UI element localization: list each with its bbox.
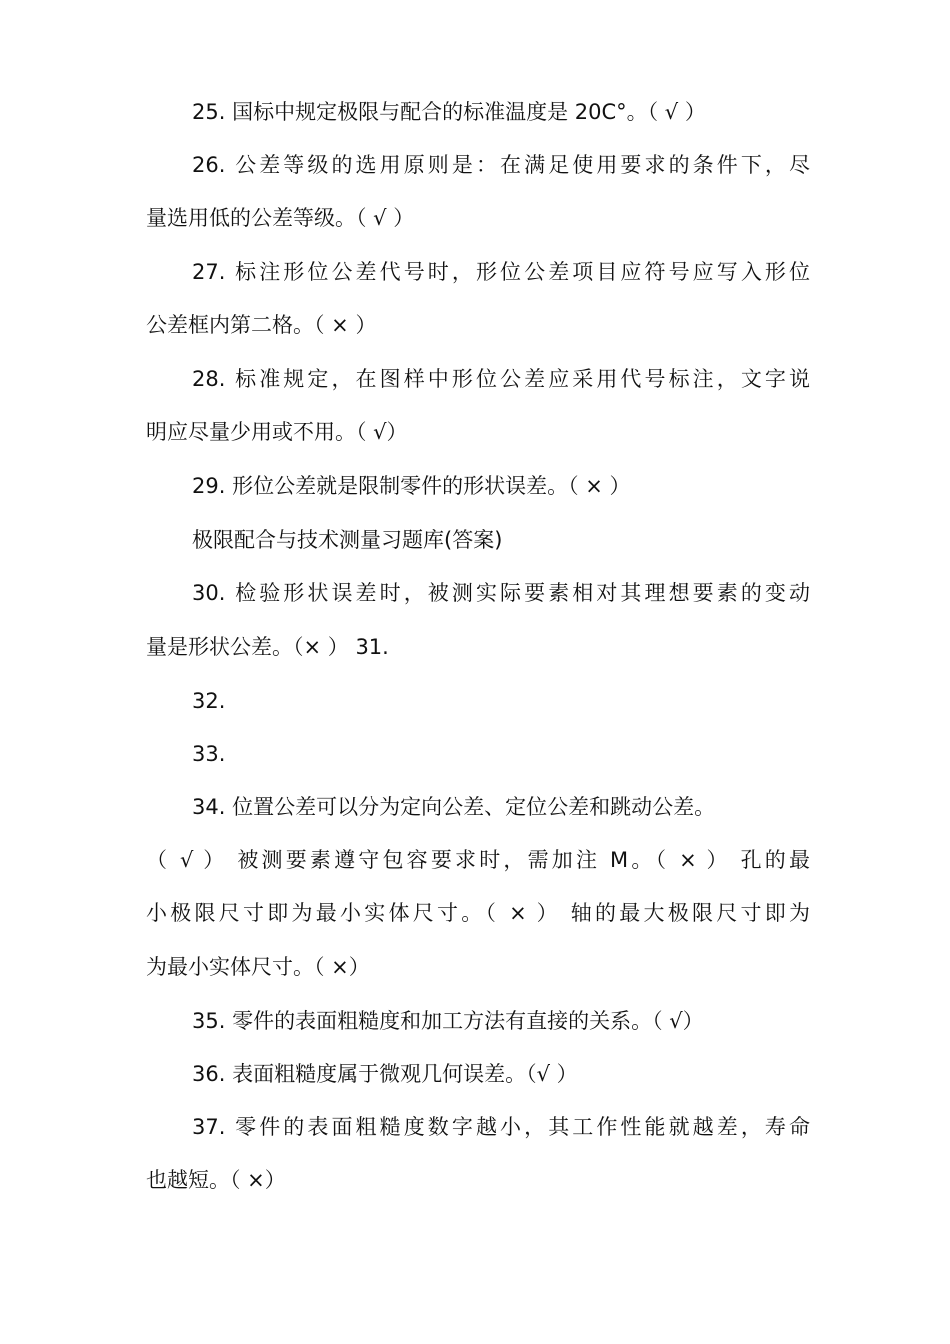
- text-line-q30-part2: 量是形状公差。（× ） 31.: [146, 635, 389, 659]
- text-line-section-title: 极限配合与技术测量习题库(答案): [192, 528, 503, 552]
- text-line-q27-part2: 公差框内第二格。（ × ）: [146, 313, 377, 337]
- text-line-q27-part1: 27. 标注形位公差代号时，形位公差项目应符号应写入形位: [192, 260, 810, 284]
- text-line-q32: 32.: [192, 689, 226, 713]
- text-line-q37-part2: 也越短。（ ×）: [146, 1168, 286, 1192]
- text-line-q34-part3: 小极限尺寸即为最小实体尺寸。（ × ） 轴的最大极限尺寸即为: [146, 901, 810, 925]
- text-line-q29: 29. 形位公差就是限制零件的形状误差。（ × ）: [192, 474, 631, 498]
- text-line-q37-part1: 37. 零件的表面粗糙度数字越小，其工作性能就越差，寿命: [192, 1115, 810, 1139]
- text-line-q34-part4: 为最小实体尺寸。（ ×）: [146, 955, 370, 979]
- text-line-q34-part1: 34. 位置公差可以分为定向公差、定位公差和跳动公差。: [192, 795, 716, 819]
- text-line-q33: 33.: [192, 742, 226, 766]
- text-line-q26-part1: 26. 公差等级的选用原则是：在满足使用要求的条件下，尽: [192, 153, 810, 177]
- text-line-q36: 36. 表面粗糙度属于微观几何误差。（√ ）: [192, 1062, 578, 1086]
- text-line-q34-part2: （ √ ） 被测要素遵守包容要求时，需加注 M。（ × ） 孔的最: [146, 848, 810, 872]
- text-line-q26-part2: 量选用低的公差等级。（ √ ）: [146, 206, 415, 230]
- text-line-q25: 25. 国标中规定极限与配合的标准温度是 20C°。（ √ ）: [192, 100, 706, 124]
- text-line-q28-part2: 明应尽量少用或不用。（ √）: [146, 420, 408, 444]
- text-line-q30-part1: 30. 检验形状误差时，被测实际要素相对其理想要素的变动: [192, 581, 810, 605]
- text-line-q28-part1: 28. 标准规定，在图样中形位公差应采用代号标注，文字说: [192, 367, 810, 391]
- text-line-q35: 35. 零件的表面粗糙度和加工方法有直接的关系。（ √）: [192, 1009, 704, 1033]
